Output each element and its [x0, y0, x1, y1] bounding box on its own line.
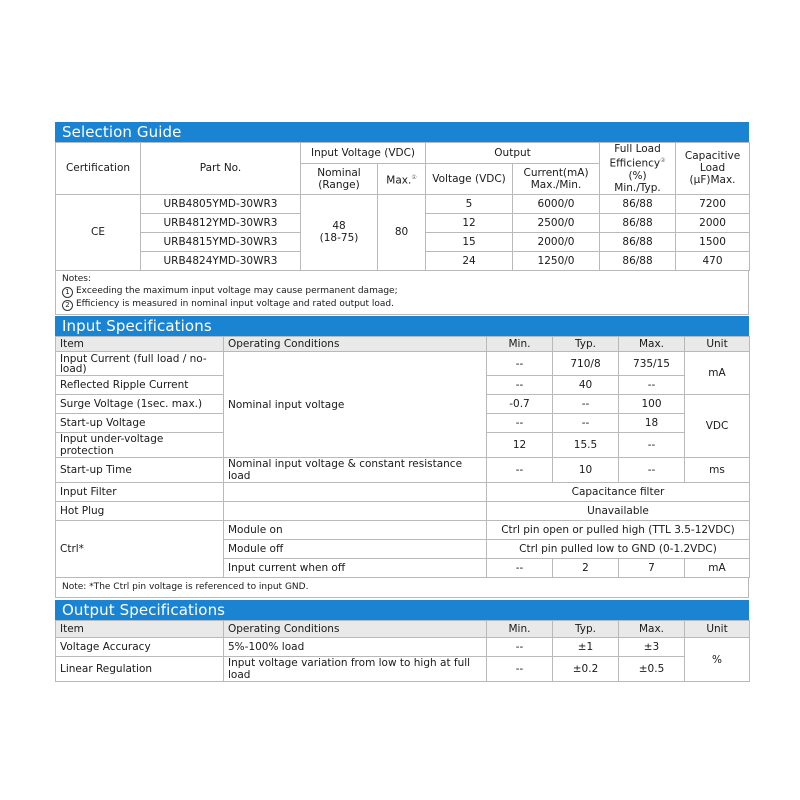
header-unit: Unit — [685, 337, 750, 352]
item-surge-voltage: Surge Voltage (1sec. max.) — [56, 395, 224, 414]
header-conditions: Operating Conditions — [224, 621, 487, 638]
value-min: -- — [487, 559, 553, 578]
header-voltage: Voltage (VDC) — [426, 164, 513, 194]
value-input-filter: Capacitance filter — [487, 483, 750, 502]
cert-cell: CE — [56, 194, 141, 270]
note-2 — [62, 298, 742, 311]
unit-ma: mA — [685, 352, 750, 395]
header-efficiency — [600, 143, 676, 195]
header-efficiency-line1: Full Load — [614, 143, 661, 155]
header-unit: Unit — [685, 621, 750, 638]
cond-input-variation: Input voltage variation from low to high at full load — [224, 657, 487, 682]
unit-ms: ms — [685, 458, 750, 483]
value-typ: 710/8 — [553, 352, 619, 376]
part-number: URB4815YMD-30WR3 — [141, 232, 301, 251]
item-input-filter: Input Filter — [56, 483, 224, 502]
note-1-text: Exceeding the maximum input voltage may cause permanent damage; — [76, 285, 398, 296]
part-number: URB4812YMD-30WR3 — [141, 213, 301, 232]
unit-ma: mA — [685, 559, 750, 578]
header-min: Min. — [487, 337, 553, 352]
value-min: 12 — [487, 433, 553, 458]
value-typ: 15.5 — [553, 433, 619, 458]
header-cap-line1: Capacitive — [684, 150, 741, 163]
value-max: -- — [619, 376, 685, 395]
value-min: -- — [487, 638, 553, 657]
selection-guide-table — [55, 142, 750, 271]
cond-nominal-input: Nominal input voltage — [224, 352, 487, 458]
input-specs-note: Note: *The Ctrl pin voltage is referenced to input GND. — [55, 578, 749, 598]
unit-percent: % — [685, 638, 750, 682]
value-max: -- — [619, 433, 685, 458]
header-current-line2: Max./Min. — [530, 178, 582, 191]
header-nominal — [301, 164, 378, 194]
range-value: (18-75) — [319, 232, 359, 244]
header-max — [378, 164, 426, 194]
cond-load-range: 5%-100% load — [224, 638, 487, 657]
output-specs-table — [55, 620, 750, 682]
header-typ: Typ. — [553, 337, 619, 352]
header-min: Min. — [487, 621, 553, 638]
item-hot-plug: Hot Plug — [56, 502, 224, 521]
item-ctrl: Ctrl* — [56, 521, 224, 578]
input-specs-table — [55, 336, 750, 578]
header-current — [513, 164, 600, 194]
cond-module-on: Module on — [224, 521, 487, 540]
value-typ: ±1 — [553, 638, 619, 657]
value-max: 735/15 — [619, 352, 685, 376]
capacitive-load: 1500 — [676, 232, 750, 251]
header-max: Max. — [619, 621, 685, 638]
note-2-text: Efficiency is measured in nominal input voltage and rated output load. — [76, 298, 395, 309]
note-1 — [62, 285, 742, 298]
cond-current-when-off: Input current when off — [224, 559, 487, 578]
output-current: 2500/0 — [513, 213, 600, 232]
value-typ: 2 — [553, 559, 619, 578]
output-voltage: 15 — [426, 232, 513, 251]
efficiency: 86/88 — [600, 251, 676, 270]
header-input-voltage: Input Voltage (VDC) — [301, 143, 426, 164]
cond-module-off: Module off — [224, 540, 487, 559]
value-module-on: Ctrl pin open or pulled high (TTL 3.5-12VDC) — [487, 521, 750, 540]
header-part-no: Part No. — [141, 143, 301, 195]
value-min: -- — [487, 458, 553, 483]
output-voltage: 5 — [426, 194, 513, 213]
header-cap-line3: (µF)Max. — [689, 174, 736, 187]
part-number: URB4805YMD-30WR3 — [141, 194, 301, 213]
header-max: Max. — [619, 337, 685, 352]
output-current: 1250/0 — [513, 251, 600, 270]
cond-empty — [224, 483, 487, 502]
output-specs-title: Output Specifications — [55, 600, 749, 620]
header-efficiency-line3: (%) Min./Typ. — [614, 169, 661, 194]
value-max: 100 — [619, 395, 685, 414]
capacitive-load: 2000 — [676, 213, 750, 232]
header-current-line1: Current(mA) — [523, 166, 589, 179]
header-output: Output — [426, 143, 600, 164]
item-input-current: Input Current (full load / no-load) — [56, 352, 224, 376]
header-typ: Typ. — [553, 621, 619, 638]
max-cell: 80 — [378, 194, 426, 270]
nominal-value: 48 — [332, 220, 346, 232]
item-linear-regulation: Linear Regulation — [56, 657, 224, 682]
value-max: 18 — [619, 414, 685, 433]
selection-notes — [55, 271, 749, 315]
output-current: 6000/0 — [513, 194, 600, 213]
output-specs-section — [55, 600, 749, 682]
unit-vdc: VDC — [685, 395, 750, 458]
value-min: -- — [487, 414, 553, 433]
item-uvp: Input under-voltage protection — [56, 433, 224, 458]
value-min: -0.7 — [487, 395, 553, 414]
header-nominal-line1: Nominal — [317, 166, 361, 179]
value-min: -- — [487, 657, 553, 682]
value-max: -- — [619, 458, 685, 483]
header-nominal-line2: (Range) — [318, 178, 360, 191]
efficiency: 86/88 — [600, 213, 676, 232]
value-typ: 10 — [553, 458, 619, 483]
nominal-cell — [301, 194, 378, 270]
value-typ: -- — [553, 414, 619, 433]
value-max: ±3 — [619, 638, 685, 657]
header-efficiency-line2: Efficiency — [609, 157, 661, 170]
value-module-off: Ctrl pin pulled low to GND (0-1.2VDC) — [487, 540, 750, 559]
header-certification: Certification — [56, 143, 141, 195]
value-max: ±0.5 — [619, 657, 685, 682]
item-reflected-ripple: Reflected Ripple Current — [56, 376, 224, 395]
cond-startup-time: Nominal input voltage & constant resistance load — [224, 458, 487, 483]
header-cap-line2: Load — [699, 162, 726, 175]
value-hot-plug: Unavailable — [487, 502, 750, 521]
header-max-note-mark: ① — [411, 173, 417, 181]
notes-title: Notes: — [62, 273, 92, 284]
value-typ: ±0.2 — [553, 657, 619, 682]
item-startup-time: Start-up Time — [56, 458, 224, 483]
output-current: 2000/0 — [513, 232, 600, 251]
value-min: -- — [487, 352, 553, 376]
value-max: 7 — [619, 559, 685, 578]
output-voltage: 12 — [426, 213, 513, 232]
value-min: -- — [487, 376, 553, 395]
header-capacitive-load — [676, 143, 750, 195]
efficiency: 86/88 — [600, 194, 676, 213]
item-voltage-accuracy: Voltage Accuracy — [56, 638, 224, 657]
cond-empty — [224, 502, 487, 521]
capacitive-load: 470 — [676, 251, 750, 270]
input-specs-section — [55, 316, 749, 598]
header-max-label: Max. — [386, 174, 412, 186]
note-1-mark: 1 — [62, 287, 73, 298]
selection-guide-title: Selection Guide — [55, 122, 749, 142]
note-2-mark: 2 — [62, 300, 73, 311]
item-startup-voltage: Start-up Voltage — [56, 414, 224, 433]
header-conditions: Operating Conditions — [224, 337, 487, 352]
capacitive-load: 7200 — [676, 194, 750, 213]
value-typ: 40 — [553, 376, 619, 395]
header-efficiency-note-mark: ② — [660, 157, 666, 164]
efficiency: 86/88 — [600, 232, 676, 251]
header-item: Item — [56, 621, 224, 638]
selection-guide-section — [55, 122, 749, 315]
part-number: URB4824YMD-30WR3 — [141, 251, 301, 270]
value-typ: -- — [553, 395, 619, 414]
header-item: Item — [56, 337, 224, 352]
output-voltage: 24 — [426, 251, 513, 270]
input-specs-title: Input Specifications — [55, 316, 749, 336]
